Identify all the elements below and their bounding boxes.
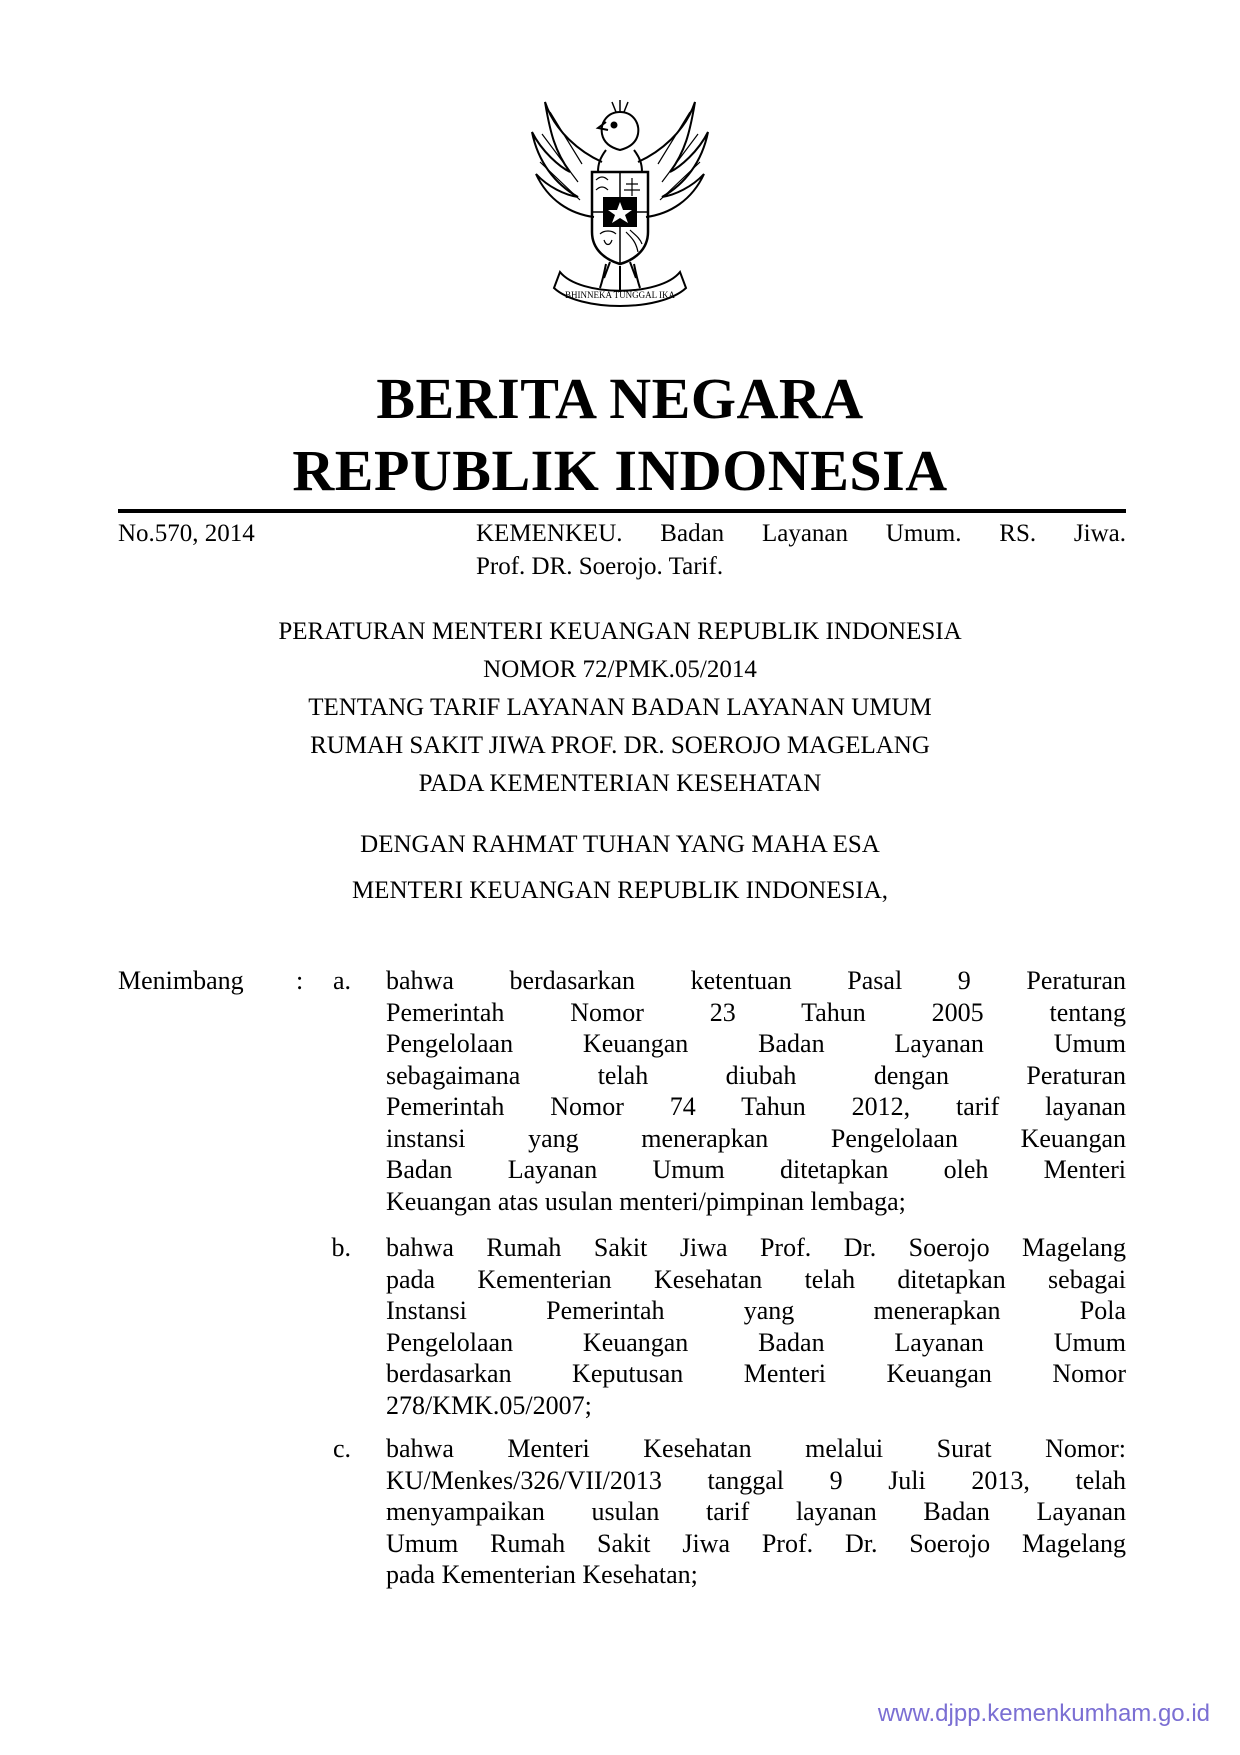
keywords-line-2: Prof. DR. Soerojo. Tarif. — [476, 553, 724, 580]
item-line: instansi yang menerapkan Pengelolaan Keuangan — [386, 1123, 1126, 1153]
item-line: berdasarkan Keputusan Menteri Keuangan Nomor — [386, 1359, 1126, 1388]
item-line: bahwa Menteri Kesehatan melalui Surat Nomor: — [386, 1434, 1126, 1463]
item-line: pada Kementerian Kesehatan; — [386, 1560, 698, 1589]
masthead-divider — [118, 509, 1126, 513]
garuda-emblem-icon — [520, 92, 720, 314]
considerations-colon: : — [296, 966, 304, 995]
title-line: PADA KEMENTERIAN KESEHATAN — [418, 770, 822, 797]
item-marker: b. — [331, 1233, 351, 1262]
considerations-label: Menimbang — [118, 966, 244, 995]
source-website-link[interactable]: www.djpp.kemenkumham.go.id — [877, 1700, 1210, 1727]
masthead-line-1: BERITA NEGARA — [376, 366, 864, 431]
opening-line: MENTERI KEUANGAN REPUBLIK INDONESIA, — [351, 877, 889, 904]
masthead-line-2: REPUBLIK INDONESIA — [292, 438, 948, 503]
consideration-item-c — [386, 1433, 1126, 1591]
regulation-title-block — [0, 613, 1240, 803]
keywords-line-1: KEMENKEU. Badan Layanan Umum. RS. Jiwa. — [476, 520, 1126, 547]
garuda-emblem-svg — [520, 92, 720, 314]
item-line: Umum Rumah Sakit Jiwa Prof. Dr. Soerojo Magelang — [386, 1528, 1126, 1558]
item-line: bahwa berdasarkan ketentuan Pasal 9 Peraturan — [386, 966, 1126, 995]
title-line: NOMOR 72/PMK.05/2014 — [483, 656, 757, 683]
consideration-item-b — [386, 1232, 1126, 1421]
opening-block — [0, 822, 1240, 914]
item-line: 278/KMK.05/2007; — [386, 1390, 592, 1420]
consideration-item-a — [386, 965, 1126, 1217]
title-line: PERATURAN MENTERI KEUANGAN REPUBLIK INDONESIA — [278, 618, 962, 645]
item-line: Pengelolaan Keuangan Badan Layanan Umum — [386, 1029, 1126, 1058]
issue-keywords — [476, 517, 1126, 583]
item-marker: c. — [332, 1434, 351, 1463]
item-line: sebagaimana telah diubah dengan Peraturan — [386, 1060, 1126, 1090]
title-line: TENTANG TARIF LAYANAN BADAN LAYANAN UMUM — [308, 694, 932, 721]
item-line: pada Kementerian Kesehatan telah ditetapkan sebagai — [386, 1264, 1126, 1294]
item-line: Badan Layanan Umum ditetapkan oleh Menteri — [386, 1155, 1126, 1184]
item-line: Pemerintah Nomor 23 Tahun 2005 tentang — [386, 997, 1126, 1027]
title-line: RUMAH SAKIT JIWA PROF. DR. SOEROJO MAGELANG — [310, 732, 930, 759]
item-line: Keuangan atas usulan menteri/pimpinan lembaga; — [386, 1186, 906, 1216]
emblem-motto-text: BHINNEKA TUNGGAL IKA — [565, 290, 675, 300]
item-line: Instansi Pemerintah yang menerapkan Pola — [386, 1296, 1126, 1325]
opening-line: DENGAN RAHMAT TUHAN YANG MAHA ESA — [360, 831, 880, 858]
issue-number: No.570, 2014 — [118, 520, 255, 547]
item-line: menyampaikan usulan tarif layanan Badan Layanan — [386, 1497, 1126, 1526]
item-line: bahwa Rumah Sakit Jiwa Prof. Dr. Soerojo Magelang — [386, 1233, 1126, 1262]
item-line: Pengelolaan Keuangan Badan Layanan Umum — [386, 1327, 1126, 1357]
item-line: Pemerintah Nomor 74 Tahun 2012, tarif layanan — [386, 1092, 1126, 1121]
item-marker: a. — [332, 966, 351, 995]
item-line: KU/Menkes/326/VII/2013 tanggal 9 Juli 2013, telah — [386, 1465, 1126, 1495]
